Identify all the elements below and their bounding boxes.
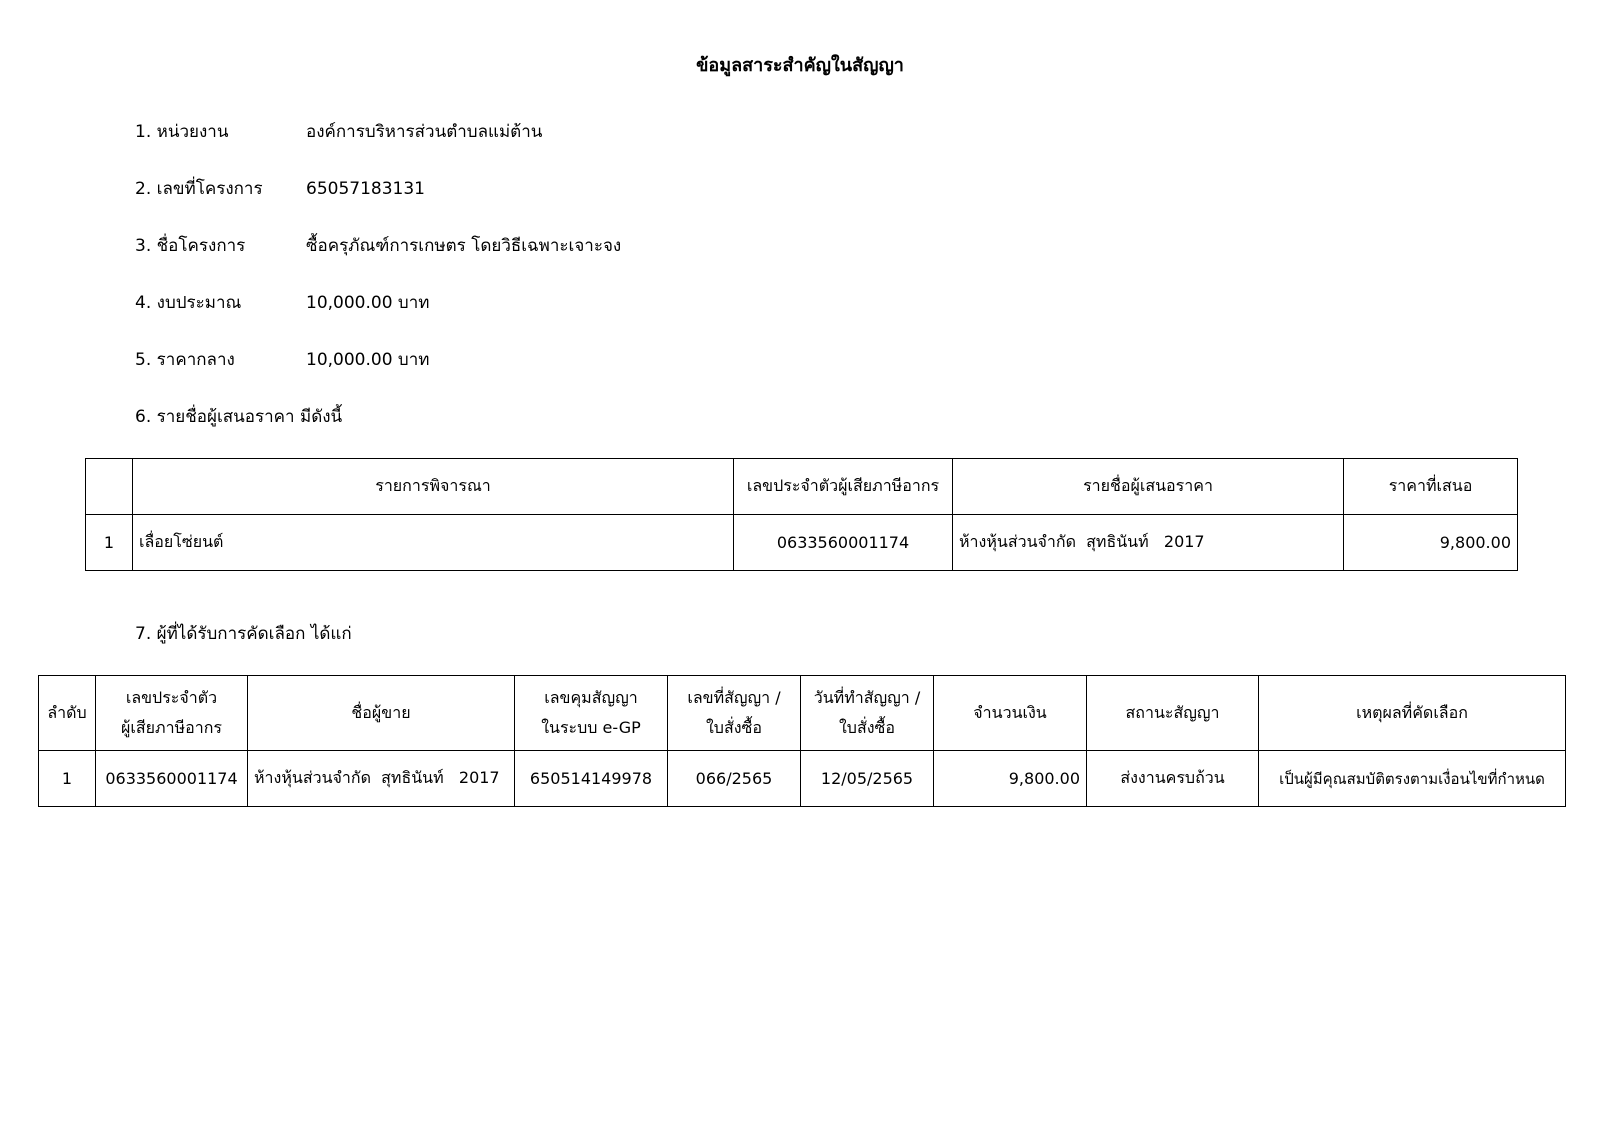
header-contract-date-line2: ใบสั่งซื้อ [838, 718, 895, 737]
bidders-heading: 6. รายชื่อผู้เสนอราคา มีดังนี้ [135, 407, 343, 427]
header-index [86, 459, 133, 515]
info-label: ราคากลาง [156, 350, 235, 370]
info-number: 5. [135, 350, 152, 370]
info-row-project-number [135, 177, 425, 201]
header-contract-date-line1: วันที่ทำสัญญา / [813, 688, 921, 707]
header-contract-no-line2: ใบสั่งซื้อ [705, 718, 762, 737]
cell-contract-no: 066/2565 [668, 751, 801, 807]
cell-reason: เป็นผู้มีคุณสมบัติตรงตามเงื่อนไขที่กำหนด [1259, 751, 1566, 807]
header-contract-no-line1: เลขที่สัญญา / [687, 688, 781, 707]
header-bidder-name: รายชื่อผู้เสนอราคา [953, 459, 1344, 515]
cell-order: 1 [39, 751, 96, 807]
info-label: เลขที่โครงการ [156, 179, 263, 199]
header-tax-id-line2: ผู้เสียภาษีอากร [121, 718, 222, 737]
winners-heading: 7. ผู้ที่ได้รับการคัดเลือก ได้แก่ [135, 624, 352, 644]
info-value: 10,000.00 บาท [306, 293, 430, 313]
cell-item: เลื่อยโซ่ยนต์ [133, 515, 734, 571]
header-status: สถานะสัญญา [1087, 676, 1259, 751]
cell-seller-name: ห้างหุ้นส่วนจำกัด สุทธินันท์ 2017 [248, 751, 515, 807]
cell-status: ส่งงานครบถ้วน [1087, 751, 1259, 807]
cell-price: 9,800.00 [1344, 515, 1518, 571]
info-row-budget [135, 291, 430, 315]
document-title: ข้อมูลสาระสำคัญในสัญญา [696, 55, 904, 76]
cell-amount: 9,800.00 [934, 751, 1087, 807]
header-seller-name: ชื่อผู้ขาย [248, 676, 515, 751]
info-value: องค์การบริหารส่วนตำบลแม่ต้าน [306, 122, 543, 142]
info-number: 2. [135, 179, 152, 199]
table-row [86, 515, 1518, 571]
header-control-no-line2: ในระบบ e-GP [541, 718, 641, 737]
header-tax-id-line1: เลขประจำตัว [125, 688, 218, 707]
winners-table [38, 675, 1566, 807]
info-label: หน่วยงาน [156, 122, 229, 142]
cell-contract-date: 12/05/2565 [801, 751, 934, 807]
info-row-agency [135, 120, 543, 144]
info-label: งบประมาณ [156, 293, 242, 313]
cell-bidder-name: ห้างหุ้นส่วนจำกัด สุทธินันท์ 2017 [953, 515, 1344, 571]
info-number: 4. [135, 293, 152, 313]
header-control-no [515, 676, 668, 751]
cell-control-no: 650514149978 [515, 751, 668, 807]
info-number: 1. [135, 122, 152, 142]
cell-tax-id: 0633560001174 [96, 751, 248, 807]
header-price: ราคาที่เสนอ [1344, 459, 1518, 515]
header-control-no-line1: เลขคุมสัญญา [544, 688, 638, 707]
info-number: 3. [135, 236, 152, 256]
info-row-project-name [135, 234, 622, 258]
bidders-table [85, 458, 1518, 571]
header-item: รายการพิจารณา [133, 459, 734, 515]
info-value: ซื้อครุภัณฑ์การเกษตร โดยวิธีเฉพาะเจาะจง [306, 236, 622, 256]
header-order: ลำดับ [39, 676, 96, 751]
header-tax-id [96, 676, 248, 751]
header-tax-id: เลขประจำตัวผู้เสียภาษีอากร [734, 459, 953, 515]
info-value: 65057183131 [306, 179, 425, 199]
header-contract-no [668, 676, 801, 751]
table-header-row [86, 459, 1518, 515]
info-label: ชื่อโครงการ [156, 236, 246, 256]
table-row [39, 751, 1566, 807]
cell-index: 1 [86, 515, 133, 571]
header-reason: เหตุผลที่คัดเลือก [1259, 676, 1566, 751]
cell-tax-id: 0633560001174 [734, 515, 953, 571]
table-header-row [39, 676, 1566, 751]
header-contract-date [801, 676, 934, 751]
info-row-reference-price [135, 348, 430, 372]
header-amount: จำนวนเงิน [934, 676, 1087, 751]
info-value: 10,000.00 บาท [306, 350, 430, 370]
